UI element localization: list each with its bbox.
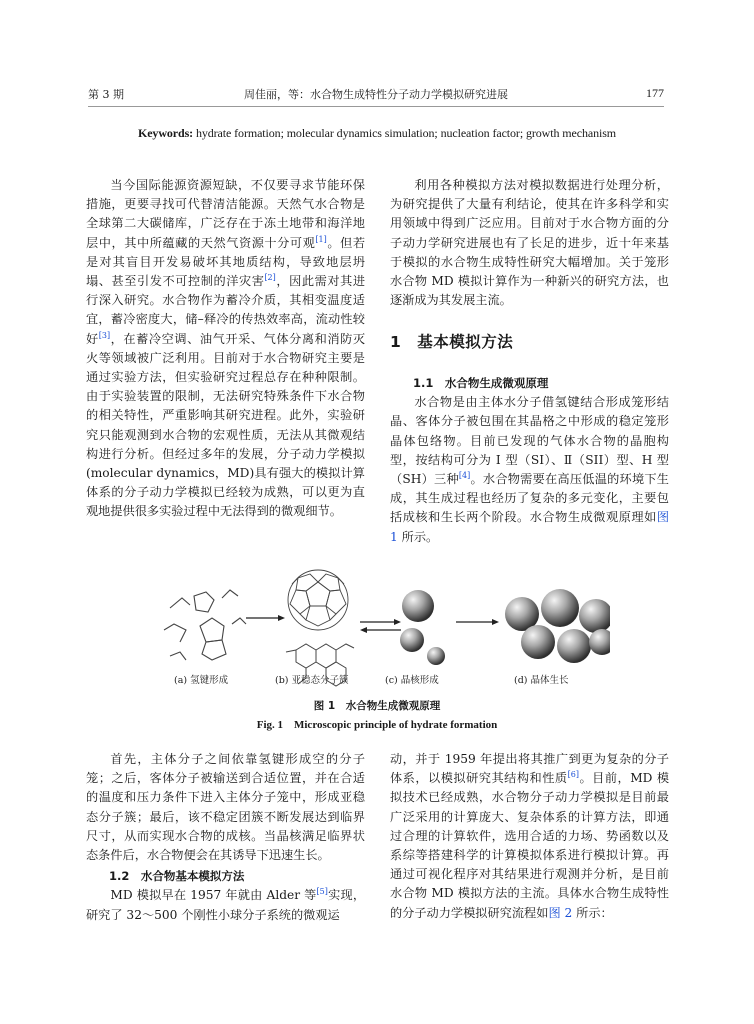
intro-paragraph	[86, 176, 365, 522]
text-run: 。水合物需要在高压低温的环境下生成，其生成过程也经历了复杂的多元变化，主要包括成核和生长两个阶段。水合物生成微观原理如	[390, 472, 669, 525]
text-run: 所示：	[572, 905, 613, 920]
crystal-cluster	[505, 589, 610, 663]
text-run: ，因此需对其进行深入研究。水合物作为蓄冷介质，其相变温度适宜，蓄冷密度大，储–释冷的传热效率高，流动性较好	[86, 274, 365, 346]
keywords-label: Keywords:	[137, 126, 194, 140]
text-run: 当今国际能源资源短缺，不仅要寻求节能环保措施，更要寻找可代替清洁能源。天然气水合物是全球第二大碳储库，广泛存在于冻土地带和海洋地层中，其中所蕴藏的天然气资源十分可观	[86, 178, 365, 250]
figure-1-caption-cn: 图 1 水合物生成微观原理	[313, 700, 441, 712]
keywords-line	[60, 126, 694, 141]
nucleus-sphere	[400, 628, 424, 652]
running-title: 周佳丽，等：水合物生成特性分子动力学模拟研究进展	[244, 88, 508, 101]
text-run: 。但若是对其盲目开发易破坏其地质结构，导致地层坍塌、甚至引发不可控制的洋灾害	[86, 235, 366, 289]
issue-number: 第 3 期	[88, 88, 124, 101]
text-run: 所示。	[397, 529, 439, 544]
figure-1-link[interactable]: 图 1	[390, 510, 669, 544]
figure-label-a: (a) 氢键形成	[174, 675, 229, 686]
text-run: 水合物是由主体水分子借氢键结合形成笼形结晶、客体分子被包围在其晶格之中形成的稳定笼形晶体包络物。目前已发现的气体水合物的晶胞构型，按结构可分为 Ⅰ 型（SI）、Ⅱ（SII）型、H 型（SH）三种	[390, 395, 669, 487]
body-right-column	[390, 750, 669, 923]
text-run: 。目前，MD 模拟技术已经成熟，水合物分子动力学模拟是目前最广泛采用的计算庞大、复杂体系的计算方法，即通过合理的计算软件，选用合适的力场、势函数以及系综等搭建科学的计算模拟体系进行模拟计算。再通过可视化程序对其结果进行观测并分析，是目前水合物 MD 模拟方法的主流。具体水合物生成特性的分子动力学模拟研究流程如	[390, 771, 670, 920]
intro-paragraph-continued: 利用各种模拟方法对模拟数据进行处理分析，为研究提供了大量有利结论，使其在许多科学和实用领域中得到广泛应用。目前对于水合物方面的分子动力学研究进展也有了长足的进步，近十年来基于模拟的水合物生成特性研究大幅增加。关于笼形水合物 MD 模拟计算作为一种新兴的研究方法，也逐渐成为其发展主流。	[390, 178, 669, 308]
citation-2[interactable]: [2]	[264, 273, 276, 283]
intro-right-column	[390, 176, 669, 310]
hydrogen-bond-fragments	[164, 590, 246, 660]
citation-5[interactable]: [5]	[316, 887, 328, 897]
citation-6[interactable]: [6]	[567, 770, 579, 780]
citation-1[interactable]: [1]	[315, 234, 327, 244]
md-method-paragraph	[390, 750, 669, 923]
running-header	[88, 86, 664, 106]
nucleus-sphere	[402, 590, 434, 622]
text-run: ，在蓄冷空调、油气开采、气体分离和消防灭火等领域被广泛利用。目前对于水合物研究主要是通过实验方法，但实验研究过程总存在种种限制。由于实验装置的限制，无法研究特殊条件下水合物的相关特性，严重影响其研究进程。此外，实验研究只能观测到水合物的宏观性质，无法从其微观结构进行分析。但经过多年的发展，分子动力学模拟(molecular dynamics，MD)具有强大的模拟计算体系的分子动力学模拟已经较为成熟，可以更为直观地提供很多实验过程中无法得到的微观细节。	[86, 331, 366, 519]
hydrate-principle-paragraph	[390, 393, 669, 547]
text-run: MD 模拟早在 1957 年就由 Alder 等	[110, 888, 317, 903]
body-left-column	[86, 750, 365, 925]
intro-left-column	[86, 176, 365, 522]
figure-1-caption-en: Fig. 1 Microscopic principle of hydrate formation	[256, 719, 498, 731]
citation-4[interactable]: [4]	[458, 471, 471, 481]
formation-steps-paragraph: 首先，主体分子之间依靠氢键形成空的分子笼；之后，客体分子被输送到合适位置，并在合适的温度和压力条件下进入主体分子笼中，形成亚稳态分子簇；最后，该不稳定团簇不断发展达到临界尺寸，从而实现水合物的成核。当晶核满足临界状态条件后，水合物便会在其诱导下迅速生长。	[86, 752, 365, 863]
md-history-paragraph	[86, 886, 365, 924]
subsection-1-1-heading: 1.1 水合物生成微观原理	[413, 376, 549, 390]
nucleus-sphere	[427, 647, 445, 665]
molecular-cage	[288, 570, 348, 630]
subsection-1-2-heading: 1.2 水合物基本模拟方法	[109, 869, 245, 884]
figure-label-d: (d) 晶体生长	[514, 675, 569, 686]
figure-label-b: (b) 亚稳态分子簇	[275, 675, 349, 686]
keywords-text: hydrate formation; molecular dynamics simulation; nucleation factor; growth mechanism	[193, 126, 617, 140]
figure-2-link[interactable]: 图 2	[548, 905, 573, 920]
page-number: 177	[646, 86, 664, 100]
text-run: 动，并于 1959 年提出将其推广到更为复杂的分子体系，以模拟研究其结构和性质	[390, 752, 669, 786]
header-rule	[88, 106, 664, 107]
section-1-heading: 1 基本模拟方法	[390, 333, 514, 351]
text-run: 实现，研究了 32～500 个刚性小球分子系统的微观运	[86, 888, 366, 922]
section-1-1	[390, 354, 669, 547]
citation-3[interactable]: [3]	[98, 330, 111, 340]
figure-label-c: (c) 晶核形成	[385, 675, 439, 686]
